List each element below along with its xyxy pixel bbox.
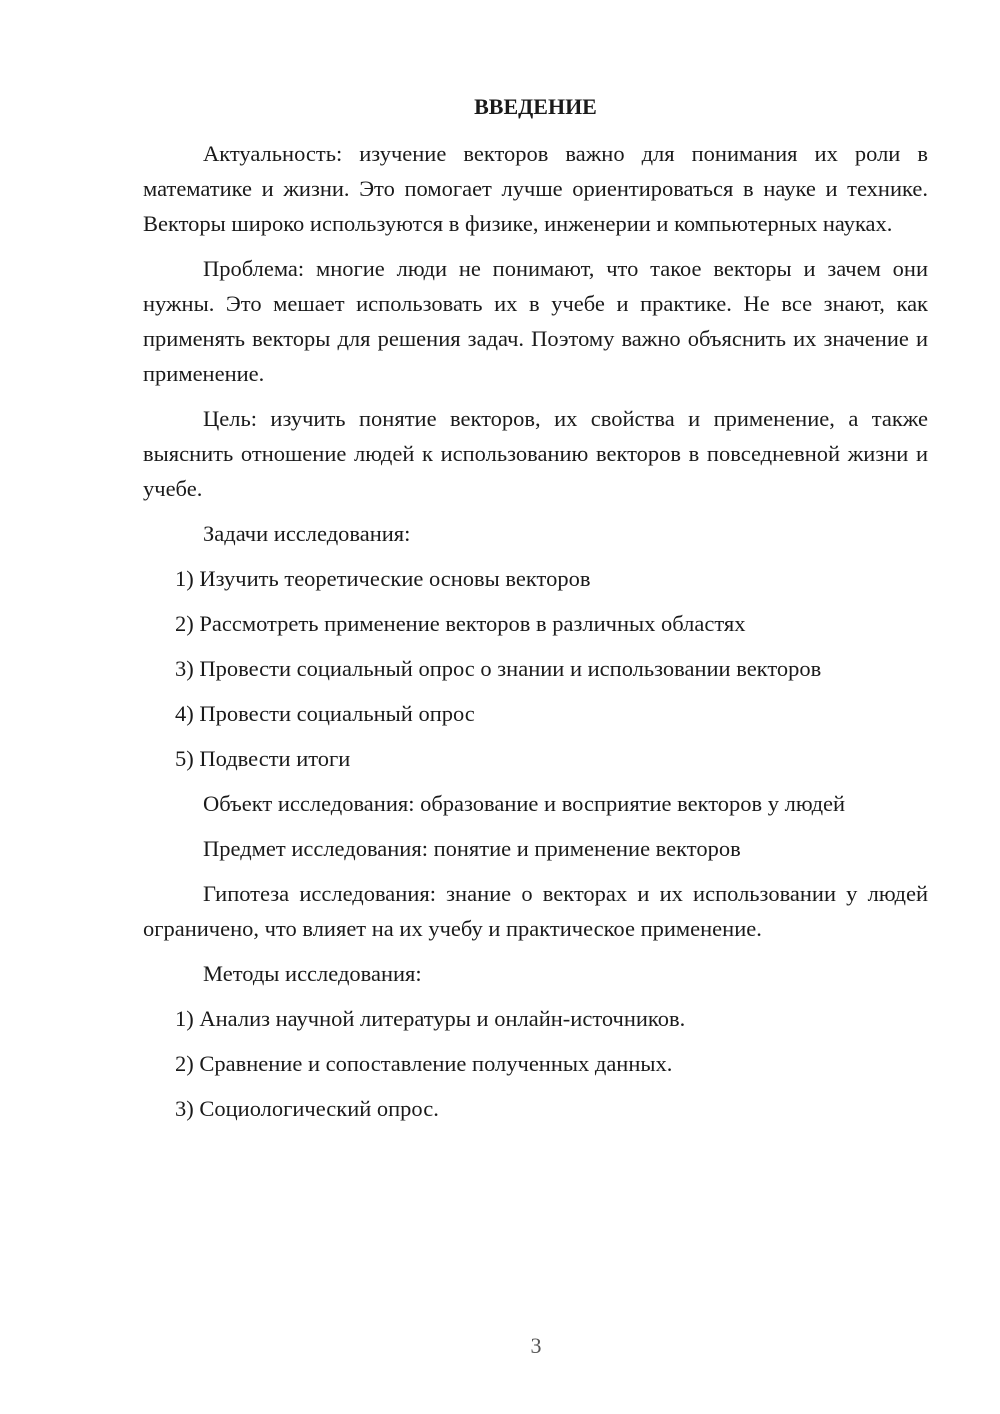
list-item: 1) Анализ научной литературы и онлайн-источников. (175, 1006, 686, 1031)
research-object: Объект исследования: образование и восприятие векторов у людей (203, 791, 846, 816)
problem-paragraph: Проблема: многие люди не понимают, что такое векторы и зачем они нужны. Это мешает использовать их в учебе и практике. Не все знают, как применять векторы для решения задач. Поэтому важно объяснить их значение и применение. (143, 256, 928, 386)
methods-list (143, 1001, 928, 1126)
page-number: 3 (530, 1333, 542, 1358)
methods-heading: Методы исследования: (203, 961, 422, 986)
list-item: 3) Провести социальный опрос о знании и использовании векторов (175, 656, 822, 681)
tasks-list (143, 561, 928, 776)
relevance-paragraph: Актуальность: изучение векторов важно для понимания их роли в математике и жизни. Это помогает лучше ориентироваться в науке и технике. Векторы широко используются в физике, инженерии и компьютерных науках. (143, 141, 928, 236)
list-item: 3) Социологический опрос. (175, 1096, 439, 1121)
list-item: 2) Рассмотреть применение векторов в различных областях (175, 611, 746, 636)
hypothesis-paragraph: Гипотеза исследования: знание о векторах и их использовании у людей ограничено, что влияет на их учебу и практическое применение. (143, 881, 928, 941)
goal-paragraph: Цель: изучить понятие векторов, их свойства и применение, а также выяснить отношение людей к использованию векторов в повседневной жизни и учебе. (143, 406, 928, 501)
document-page (143, 92, 928, 1136)
tasks-heading: Задачи исследования: (203, 521, 411, 546)
research-subject: Предмет исследования: понятие и применение векторов (203, 836, 741, 861)
list-item: 5) Подвести итоги (175, 746, 351, 771)
list-item: 4) Провести социальный опрос (175, 701, 475, 726)
list-item: 2) Сравнение и сопоставление полученных данных. (175, 1051, 673, 1076)
page-title: ВВЕДЕНИЕ (474, 94, 597, 119)
list-item: 1) Изучить теоретические основы векторов (175, 566, 591, 591)
